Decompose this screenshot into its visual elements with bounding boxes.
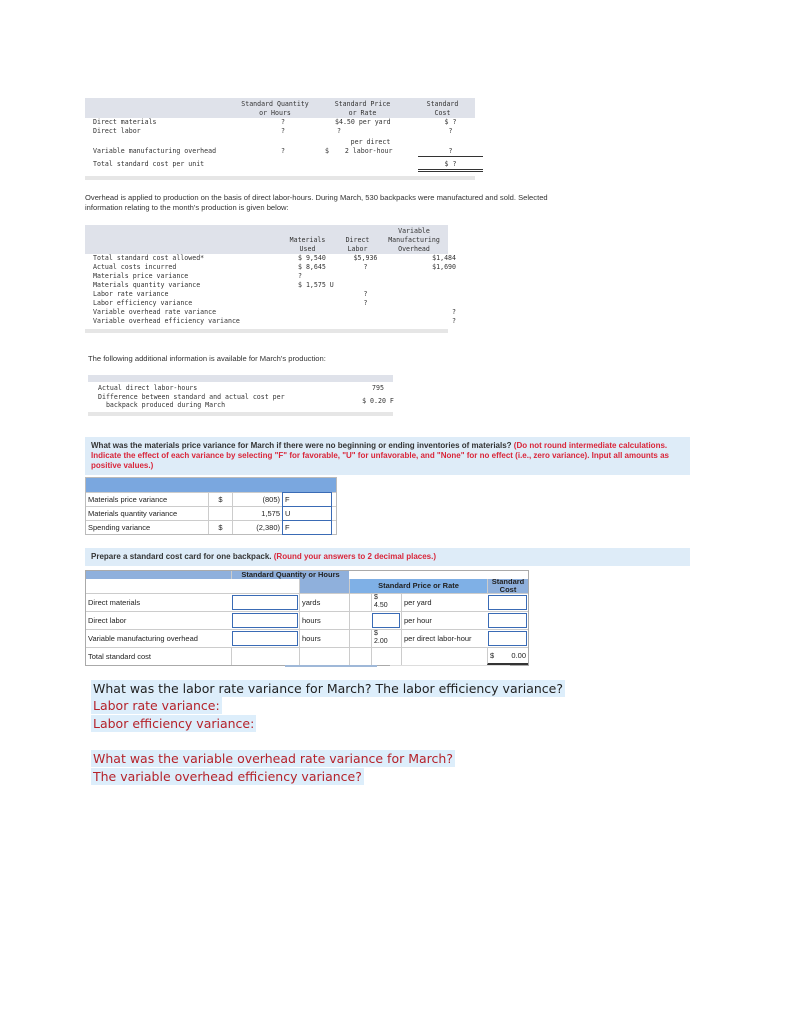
table-row: Variable overhead rate variance ? (93, 308, 456, 316)
header-qty: Standard Quantity or Hours (241, 100, 309, 117)
table-row: Direct materials ? $4.50 per yard $ ? (93, 118, 457, 126)
cost-card-row: Variable manufacturing overhead hours $ 2.00 per direct labor-hour (86, 629, 528, 647)
standard-cost-input[interactable] (488, 631, 527, 646)
table-row: Variable manufacturing overhead ? $ 2 labor-hour ? (85, 147, 475, 157)
variance-amount-input[interactable]: (805) (232, 493, 282, 506)
standard-cost-input[interactable] (488, 595, 527, 610)
labor-efficiency-variance-label: Labor efficiency variance: (93, 716, 255, 731)
table-row: Labor efficiency variance ? (93, 299, 368, 307)
table-row: Difference between standard and actual cost per backpack produced during March $ 0.20 F (98, 392, 394, 409)
table-row: Materials price variance ? (93, 272, 302, 280)
table-row: Materials quantity variance $ 1,575 U (93, 281, 334, 289)
cost-card-row: Direct materials yards $ 4.50 per yard (86, 593, 528, 611)
question-labor: What was the labor rate variance for March? The labor efficiency variance? (93, 681, 564, 696)
header-cost: Standard Cost (426, 100, 459, 117)
quantity-input[interactable] (232, 595, 298, 610)
question-voh-efficiency: The variable overhead efficiency variance? (93, 769, 362, 784)
table-row: per direct (350, 138, 391, 146)
standard-cost-card: Standard Quantity or Hours Standard Price or Rate Standard Cost Direct materials yards $ 4.50 per yard Direct labor hours per hour Variable manufacturing overhead hours $ 2.00 per direct labor-hour Total standard cost $ 0.00 (85, 570, 529, 666)
table-row: Total standard cost allowed* $ 9,540 $5,936 $1,484 (93, 254, 456, 262)
currency-sign: $ (208, 521, 232, 534)
answer-row: Materials price variance $ (805) F (86, 492, 336, 506)
standard-cost-input[interactable] (488, 613, 527, 628)
answer-row: Materials quantity variance 1,575 U (86, 506, 336, 520)
answer-row: Spending variance $ (2,380) F (86, 520, 336, 534)
additional-info-table (88, 375, 393, 416)
cost-card-row: Direct labor hours per hour (86, 611, 528, 629)
total-row: Total standard cost per unit $ ? (85, 157, 475, 172)
nav-button-prev[interactable] (285, 665, 377, 667)
effect-select[interactable]: U (282, 506, 332, 521)
currency-sign (208, 507, 232, 520)
question-materials-price: What was the materials price variance for March if there were no beginning or ending inventories of materials? (Do not round intermediate calculations. Indicate the effect of each variance by selecting "F" for favorable, "U" for unfavorable, and "None" for no effect (i.e., zero variance). Input all amounts as positive values.) (85, 437, 690, 475)
quantity-input[interactable] (232, 613, 298, 628)
effect-select[interactable]: F (282, 492, 332, 507)
variance-answer-table (85, 477, 337, 535)
currency-sign: $ (208, 493, 232, 506)
table-row: Labor rate variance ? (93, 290, 368, 298)
table-row: Direct labor ? ? ? (93, 127, 453, 135)
question-cost-card: Prepare a standard cost card for one backpack. (Round your answers to 2 decimal places.) (85, 548, 690, 566)
price-input[interactable] (372, 613, 400, 628)
table-row: Variable overhead efficiency variance ? (93, 317, 456, 325)
standard-cost-table (85, 98, 475, 180)
total-row: Total standard cost $ 0.00 (86, 647, 528, 665)
additional-info-text: The following additional information is available for March's production: (88, 354, 326, 363)
intro-text: Overhead is applied to production on the basis of direct labor-hours. During March, 530 backpacks were manufactured and sold. Selected information relating to the month's production is given below: (85, 193, 548, 212)
header-price: Standard Price or Rate (334, 100, 391, 117)
table-row: Actual direct labor-hours 795 (98, 384, 384, 392)
variance-amount-input[interactable]: (2,380) (232, 521, 282, 534)
effect-select[interactable]: F (282, 520, 332, 535)
variance-amount-input[interactable]: 1,575 (232, 507, 282, 520)
table-row: Actual costs incurred $ 8,645 ? $1,690 (93, 263, 456, 271)
labor-rate-variance-label: Labor rate variance: (93, 698, 220, 713)
question-voh-rate: What was the variable overhead rate variance for March? (93, 751, 453, 766)
production-info-table: Materials Used Direct Labor Variable Manufacturing Overhead Total standard cost allowed* $ 9,540 $5,936 $1,484 Actual costs incurred $ 8,645 ? $1,690 Materials price variance ? Materials quantity variance $ 1,575 U Labor rate variance ? Labor efficiency variance ? Variable overhead rate variance ? Variable overhead efficiency variance ? (85, 225, 448, 333)
quantity-input[interactable] (232, 631, 298, 646)
nav-button-next[interactable] (390, 665, 510, 666)
